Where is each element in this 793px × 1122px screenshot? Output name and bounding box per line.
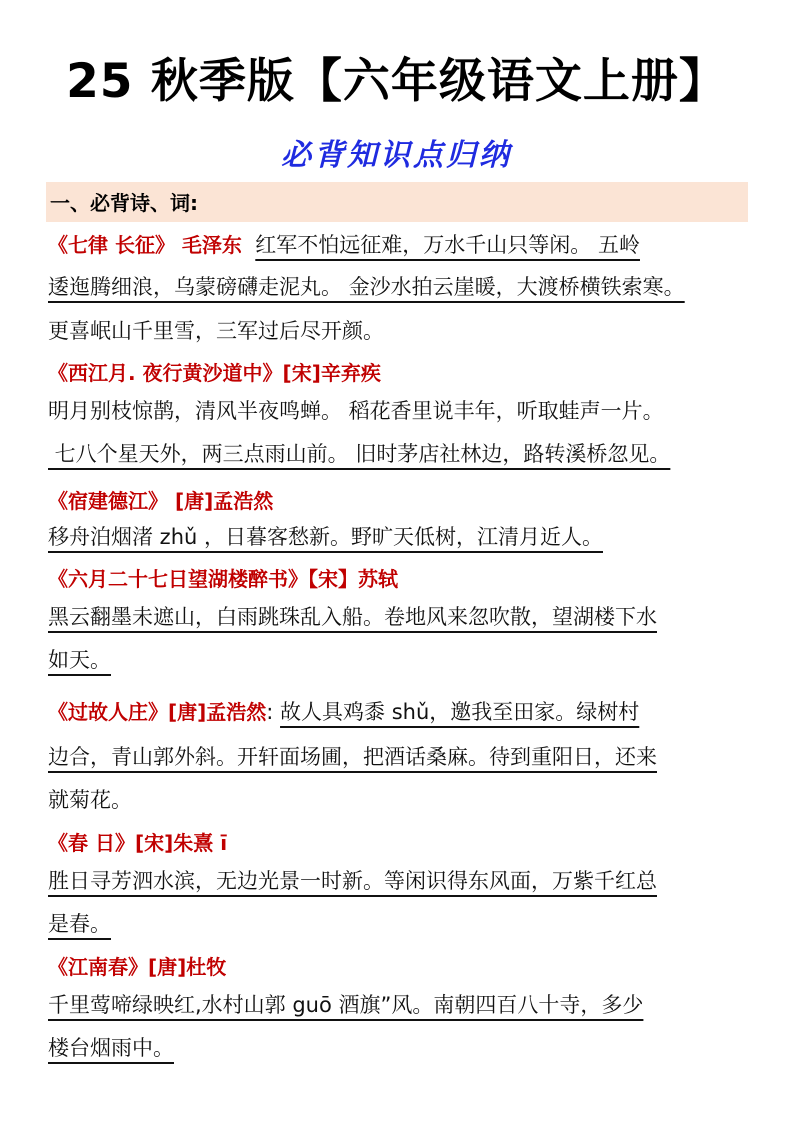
poem-wanghulou xyxy=(48,564,758,680)
poem-line xyxy=(48,1028,758,1068)
poem-chunri xyxy=(48,828,758,944)
poem-text-line: 胜日寻芳泗水滨，无边光景一时新。等闲识得东风面，万紫千红总 xyxy=(48,869,657,893)
poem-title: 《六月二十七日望湖楼醉书》【宋】苏轼 xyxy=(48,567,398,591)
poem-qilv-changzheng xyxy=(48,226,758,352)
poem-list xyxy=(48,226,758,1068)
poem-text-line: 逶迤腾细浪，乌蒙磅礴走泥丸。 金沙水拍云崖暖，大渡桥横铁索寒。 xyxy=(48,275,685,299)
poem-line xyxy=(48,780,758,820)
poem-text-line: 七八个星天外，两三点雨山前。 旧时茅店社林边，路转溪桥忽见。 xyxy=(48,442,671,466)
poem-line xyxy=(48,516,758,558)
page-title: 25 秋季版【六年级语文上册】 xyxy=(66,54,727,109)
poem-line xyxy=(48,982,758,1028)
poem-text-line: 明月别枝惊鹊，清风半夜鸣蝉。 稻花香里说丰年，听取蛙声一片。 xyxy=(48,399,664,423)
poem-title: 《西江月. 夜行黄沙道中》[宋]辛弃疾 xyxy=(48,361,381,385)
poem-line xyxy=(48,858,758,904)
poem-title-colon: : xyxy=(266,700,274,724)
poem-line xyxy=(48,904,758,944)
poem-title: 《江南春》[唐]杜牧 xyxy=(48,955,227,979)
poem-line xyxy=(48,594,758,640)
poem-text-line: 是春。 xyxy=(48,912,111,936)
poem-text-line: 故人具鸡黍 shǔ，邀我至田家。绿树村 xyxy=(280,700,640,724)
section-title: 一、必背诗、词: xyxy=(50,191,198,215)
poem-line xyxy=(48,310,758,352)
poem-title: 《七律 长征》 毛泽东 xyxy=(48,233,242,257)
poem-text-line: 更喜岷山千里雪，三军过后尽开颜。 xyxy=(48,319,384,343)
page-subtitle: 必背知识点归纳 xyxy=(281,138,512,173)
poem-line xyxy=(48,434,758,474)
poem-title: 《春 日》[宋]朱熹 ī xyxy=(48,831,228,855)
poem-text-line: 边合，青山郭外斜。开轩面场圃，把酒话桑麻。待到重阳日，还来 xyxy=(48,745,657,769)
poem-text-line: 千里莺啼绿映红,水村山郭 guō 酒旗”风。南朝四百八十寺，多少 xyxy=(48,993,644,1017)
poem-text-line: 楼台烟雨中。 xyxy=(48,1036,174,1060)
poem-line xyxy=(48,388,758,434)
poem-text-line: 如天。 xyxy=(48,648,111,672)
poem-line xyxy=(48,734,758,780)
poem-jiangnanchun xyxy=(48,952,758,1068)
poem-line xyxy=(48,226,758,264)
poem-title: 《宿建德江》 [唐]孟浩然 xyxy=(48,489,274,513)
poem-text-line: 就菊花。 xyxy=(48,788,132,812)
poem-guogurenzhuang xyxy=(48,690,758,820)
poem-title: 《过故人庄》[唐]孟浩然 xyxy=(48,700,267,724)
poem-text-line: 移舟泊烟渚 zhǔ ，日暮客愁新。野旷天低树，江清月近人。 xyxy=(48,525,603,549)
poem-text-line: 黑云翻墨未遮山，白雨跳珠乱入船。卷地风来忽吹散，望湖楼下水 xyxy=(48,605,657,629)
poem-text-line: 红军不怕远征难，万水千山只等闲。 五岭 xyxy=(255,233,640,257)
poem-line xyxy=(48,640,758,680)
poem-xijiangyue xyxy=(48,358,758,474)
poem-line xyxy=(48,264,758,310)
poem-line xyxy=(48,690,758,734)
poem-sujiandejiang xyxy=(48,486,758,558)
